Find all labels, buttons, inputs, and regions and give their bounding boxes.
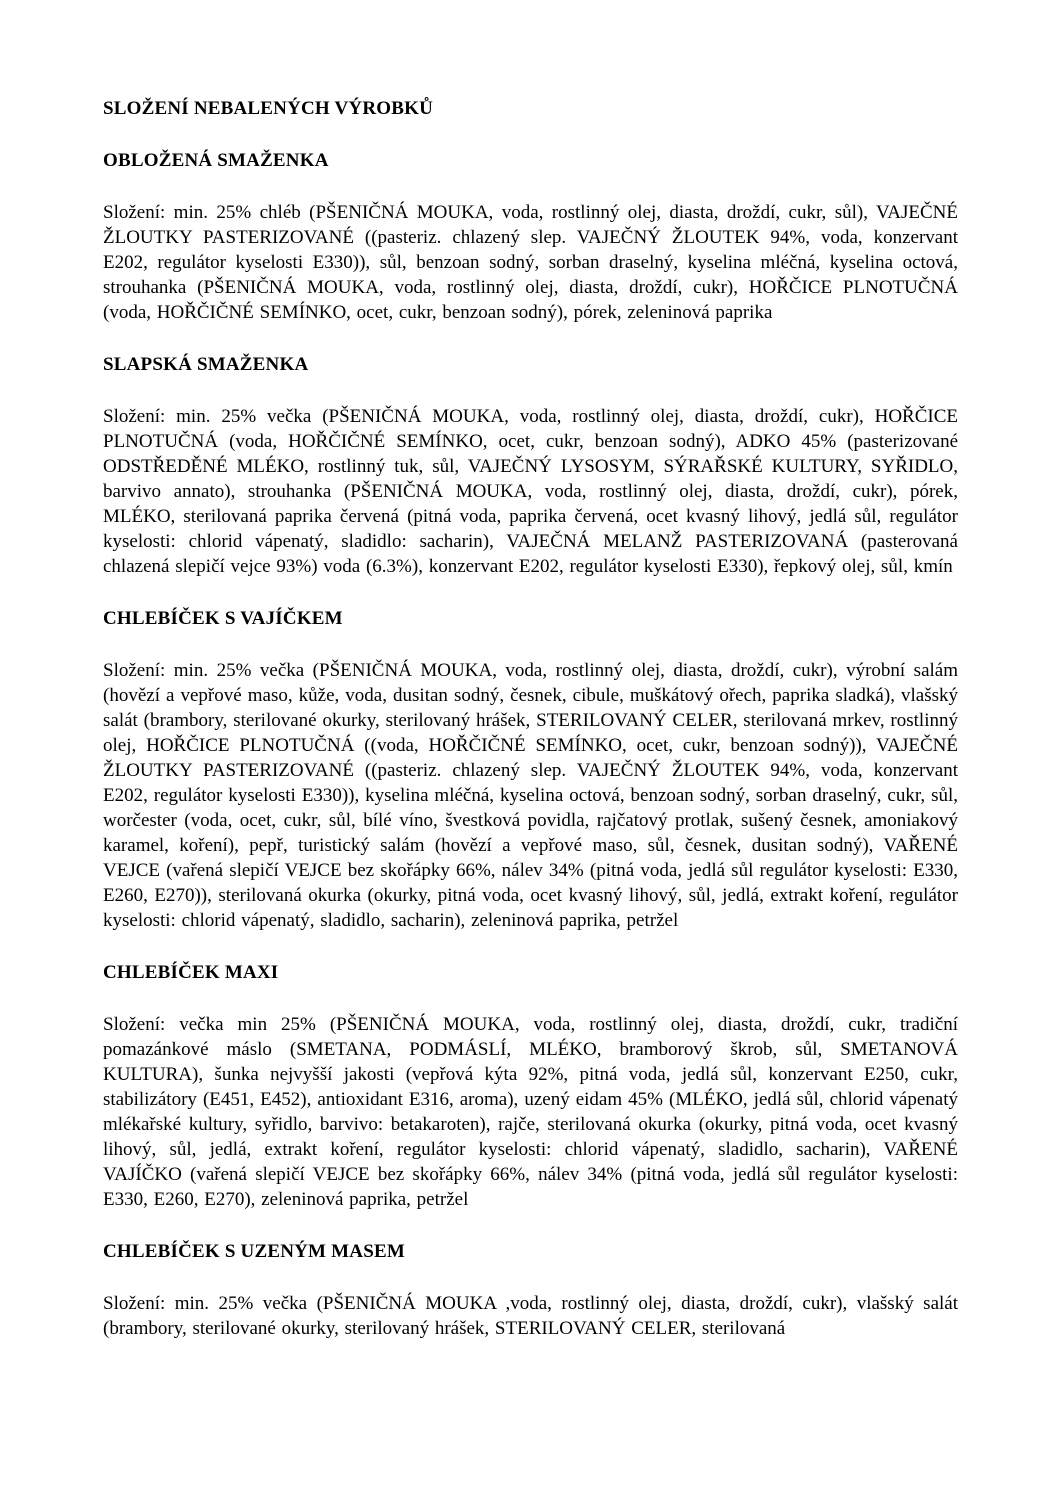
section-body-chlebicek-s-uzenym-masem: Složení: min. 25% večka (PŠENIČNÁ MOUKA ,voda, rostlinný olej, diasta, droždí, cukr), vlašský salát (brambory, sterilované okurky, sterilovaný hrášek, STERILOVANÝ CELER, sterilovaná xyxy=(103,1293,958,1339)
section-slapska-smazenka xyxy=(103,352,958,579)
section-heading-chlebicek-s-vajickem: CHLEBÍČEK S VAJÍČKEM xyxy=(103,608,343,629)
section-heading-slapska-smazenka: SLAPSKÁ SMAŽENKA xyxy=(103,354,309,375)
section-chlebicek-maxi xyxy=(103,960,958,1212)
section-body-chlebicek-maxi: Složení: večka min 25% (PŠENIČNÁ MOUKA, voda, rostlinný olej, diasta, droždí, cukr, tradiční pomazánkové máslo (SMETANA, PODMÁSLÍ, MLÉKO, bramborový škrob, sůl, SMETANOVÁ KULTURA), šunka nejvyšší jakosti (vepřová kýta 92%, pitná voda, jedlá sůl, konzervant E250, cukr, stabilizátory (E451, E452), antioxidant E316, aroma), uzený eidam 45% (MLÉKO, jedlá sůl, chlorid vápenatý mlékařské kultury, syřidlo, barvivo: betakaroten), rajče, sterilovaná okurka (okurky, pitná voda, ocet kvasný lihový, sůl, jedlá, extrakt koření, regulátor kyselosti: chlorid vápenatý, sladidlo, sacharin), VAŘENÉ VAJÍČKO (vařená slepičí VEJCE bez skořápky 66%, nálev 34% (pitná voda, jedlá sůl regulátor kyselosti: E330, E260, E270), zeleninová paprika, petržel xyxy=(103,1014,958,1210)
section-chlebicek-s-uzenym-masem xyxy=(103,1239,958,1341)
section-oblozena-smazenka xyxy=(103,148,958,325)
document-title: SLOŽENÍ NEBALENÝCH VÝROBKŮ xyxy=(103,98,434,119)
section-body-chlebicek-s-vajickem: Složení: min. 25% večka (PŠENIČNÁ MOUKA, voda, rostlinný olej, diasta, droždí, cukr), výrobní salám (hovězí a vepřové maso, kůže, voda, dusitan sodný, česnek, cibule, muškátový ořech, paprika sladká), vlašský salát (brambory, sterilované okurky, sterilovaný hrášek, STERILOVANÝ CELER, sterilovaná mrkev, rostlinný olej, HOŘČICE PLNOTUČNÁ ((voda, HOŘČIČNÉ SEMÍNKO, ocet, cukr, benzoan sodný)), VAJEČNÉ ŽLOUTKY PASTERIZOVANÉ ((pasteriz. chlazený slep. VAJEČNÝ ŽLOUTEK 94%, voda, konzervant E202, regulátor kyselosti E330)), kyselina mléčná, kyselina octová, benzoan sodný, sorban draselný, cukr, sůl, worčester (voda, ocet, cukr, sůl, bílé víno, švestková povidla, rajčatový protlak, sušený česnek, amoniakový karamel, koření), pepř, turistický salám (hovězí a vepřové maso, sůl, česnek, dusitan sodný), VAŘENÉ VEJCE (vařená slepičí VEJCE bez skořápky 66%, nálev 34% (pitná voda, jedlá sůl regulátor kyselosti: E330, E260, E270)), sterilovaná okurka (okurky, pitná voda, ocet kvasný lihový, sůl, jedlá, extrakt koření, regulátor kyselosti: chlorid vápenatý, sladidlo, sacharin), zeleninová paprika, petržel xyxy=(103,660,958,931)
section-heading-chlebicek-s-uzenym-masem: CHLEBÍČEK S UZENÝM MASEM xyxy=(103,1241,405,1262)
section-heading-chlebicek-maxi: CHLEBÍČEK MAXI xyxy=(103,962,279,983)
section-chlebicek-s-vajickem xyxy=(103,606,958,933)
section-body-slapska-smazenka: Složení: min. 25% večka (PŠENIČNÁ MOUKA, voda, rostlinný olej, diasta, droždí, cukr), HOŘČICE PLNOTUČNÁ (voda, HOŘČIČNÉ SEMÍNKO, ocet, cukr, benzoan sodný), ADKO 45% (pasterizované ODSTŘEDĚNÉ MLÉKO, rostlinný tuk, sůl, VAJEČNÝ LYSOSYM, SÝRAŘSKÉ KULTURY, SYŘIDLO, barvivo annato), strouhanka (PŠENIČNÁ MOUKA, voda, rostlinný olej, diasta, droždí, cukr), pórek, MLÉKO, sterilovaná paprika červená (pitná voda, paprika červená, ocet kvasný lihový, jedlá sůl, regulátor kyselosti: chlorid vápenatý, sladidlo: sacharin), VAJEČNÁ MELANŽ PASTERIZOVANÁ (pasterovaná chlazená slepičí vejce 93%) voda (6.3%), konzervant E202, regulátor kyselosti E330), řepkový olej, sůl, kmín xyxy=(103,406,958,577)
section-heading-oblozena-smazenka: OBLOŽENÁ SMAŽENKA xyxy=(103,150,329,171)
section-body-oblozena-smazenka: Složení: min. 25% chléb (PŠENIČNÁ MOUKA, voda, rostlinný olej, diasta, droždí, cukr, sůl), VAJEČNÉ ŽLOUTKY PASTERIZOVANÉ ((pasteriz. chlazený slep. VAJEČNÝ ŽLOUTEK 94%, voda, konzervant E202, regulátor kyselosti E330)), sůl, benzoan sodný, sorban draselný, kyselina mléčná, kyselina octová, strouhanka (PŠENIČNÁ MOUKA, voda, rostlinný olej, diasta, droždí, cukr), HOŘČICE PLNOTUČNÁ (voda, HOŘČIČNÉ SEMÍNKO, ocet, cukr, benzoan sodný), pórek, zeleninová paprika xyxy=(103,202,958,323)
